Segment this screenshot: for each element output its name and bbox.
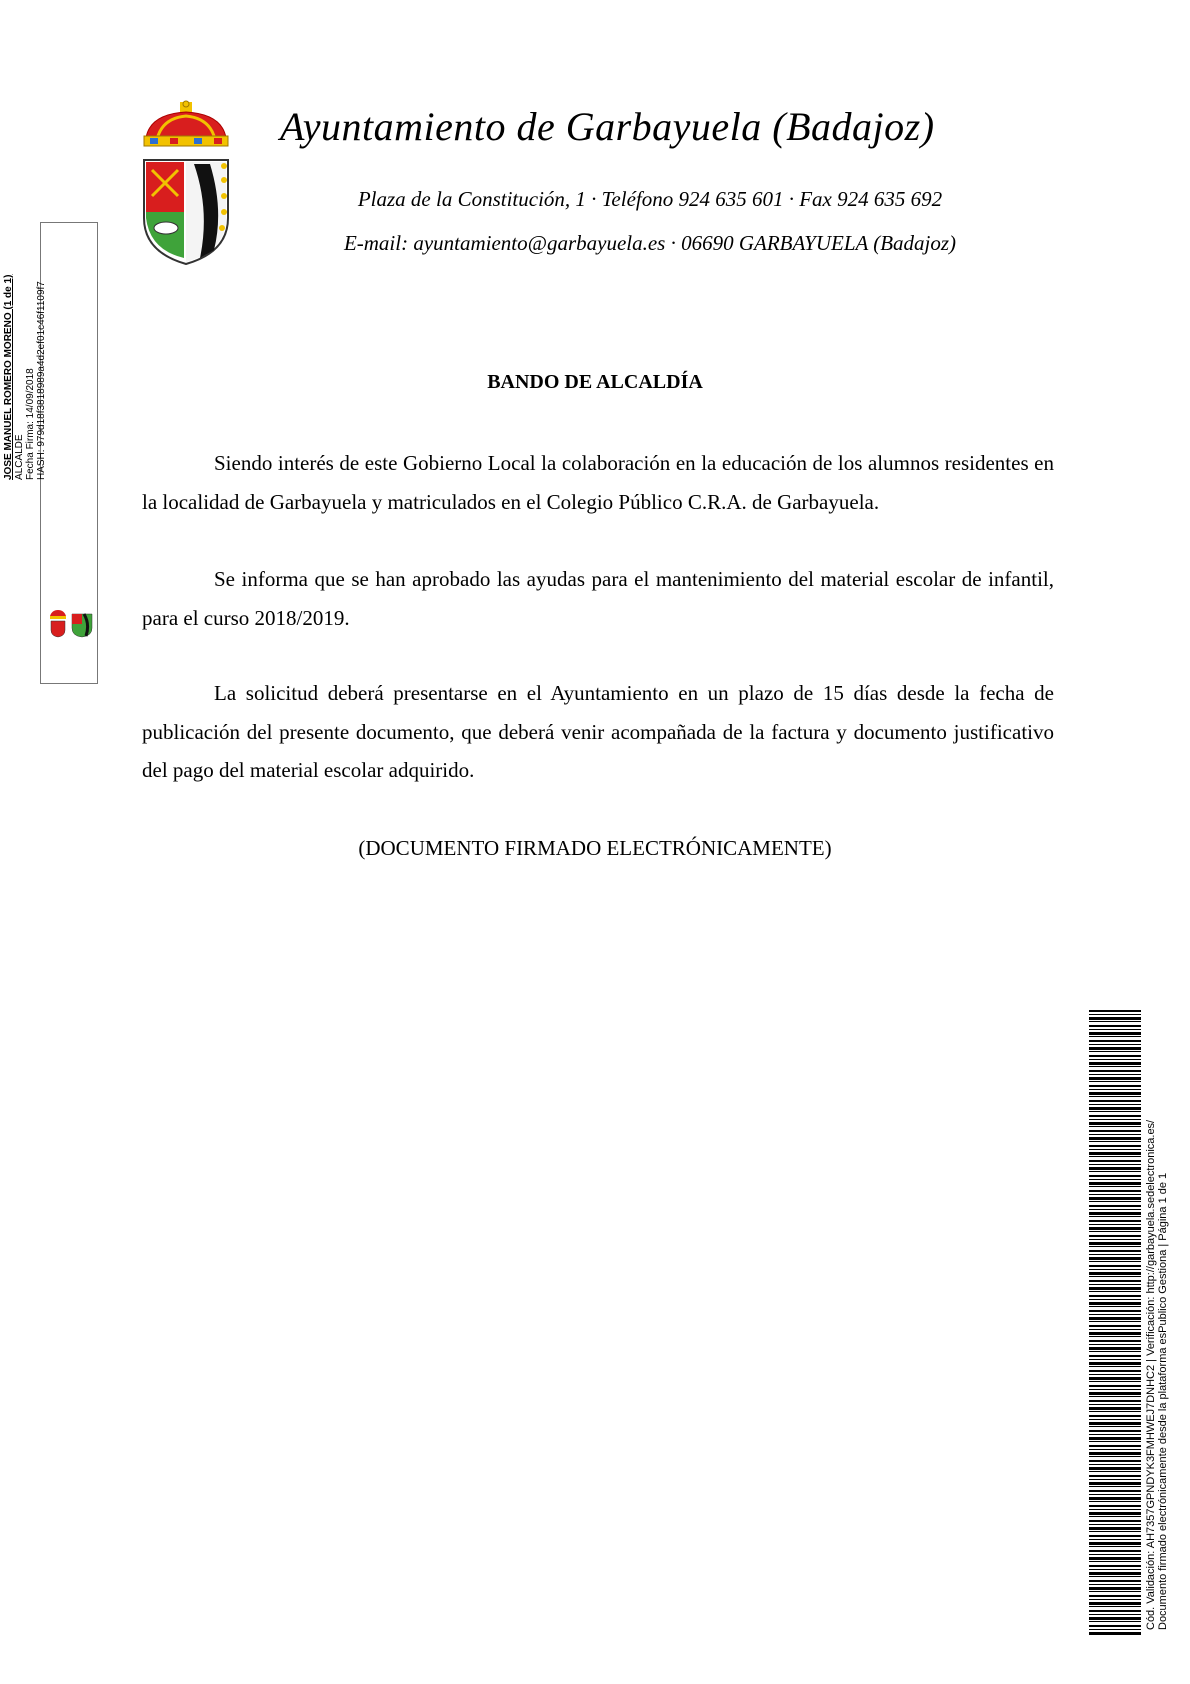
address-line: Plaza de la Constitución, 1 · Teléfono 924 635 601 · Fax 924 635 692 [357, 187, 943, 211]
barcode-icon [1089, 1010, 1141, 1635]
document-title: BANDO DE ALCALDÍA [487, 371, 703, 393]
signed-notice: (DOCUMENTO FIRMADO ELECTRÓNICAMENTE) [358, 836, 832, 860]
org-title: Ayuntamiento de Garbayuela (Badajoz) [280, 104, 935, 149]
paragraph-1: Siendo interés de este Gobierno Local la colaboración en la educación de los alumnos residentes en la localidad de Garbayuela y matriculados en el Colegio Público C.R.A. de Garbayuela. [142, 451, 1054, 514]
paragraph-3: La solicitud deberá presentarse en el Ayuntamiento en un plazo de 15 días desde la fecha de publicación del presente documento, que deberá venir acompañada de la factura y documento justificativo del pago del material escolar adquirido. [142, 681, 1054, 782]
verification-line-2: Documento firmado electrónicamente desde la plataforma esPublico Gestiona | Página 1 de 1 [1157, 1172, 1169, 1630]
verification-line-1: Cód. Validación: AH7357GPNDYK3FMHWEJ7DNHC2 | Verificación: http://garbayuela.sedelectronica.es/ [1145, 1119, 1157, 1630]
paragraph-2: Se informa que se han aprobado las ayudas para el mantenimiento del material escolar de infantil, para el curso 2018/2019. [142, 567, 1054, 630]
seal-icon [46, 608, 96, 638]
signer-name: JOSE MANUEL ROMERO MORENO (1 de 1) [3, 274, 14, 480]
signer-role: ALCALDE [14, 434, 25, 480]
coat-of-arms-icon [140, 100, 232, 268]
signature-date: Fecha Firma: 14/09/2018 [25, 368, 36, 480]
signature-hash: HASH: 979d18f3818989a4d2ef01c46f1109f7 [36, 281, 47, 480]
contact-line: E-mail: ayuntamiento@garbayuela.es · 06690 GARBAYUELA (Badajoz) [343, 231, 957, 255]
